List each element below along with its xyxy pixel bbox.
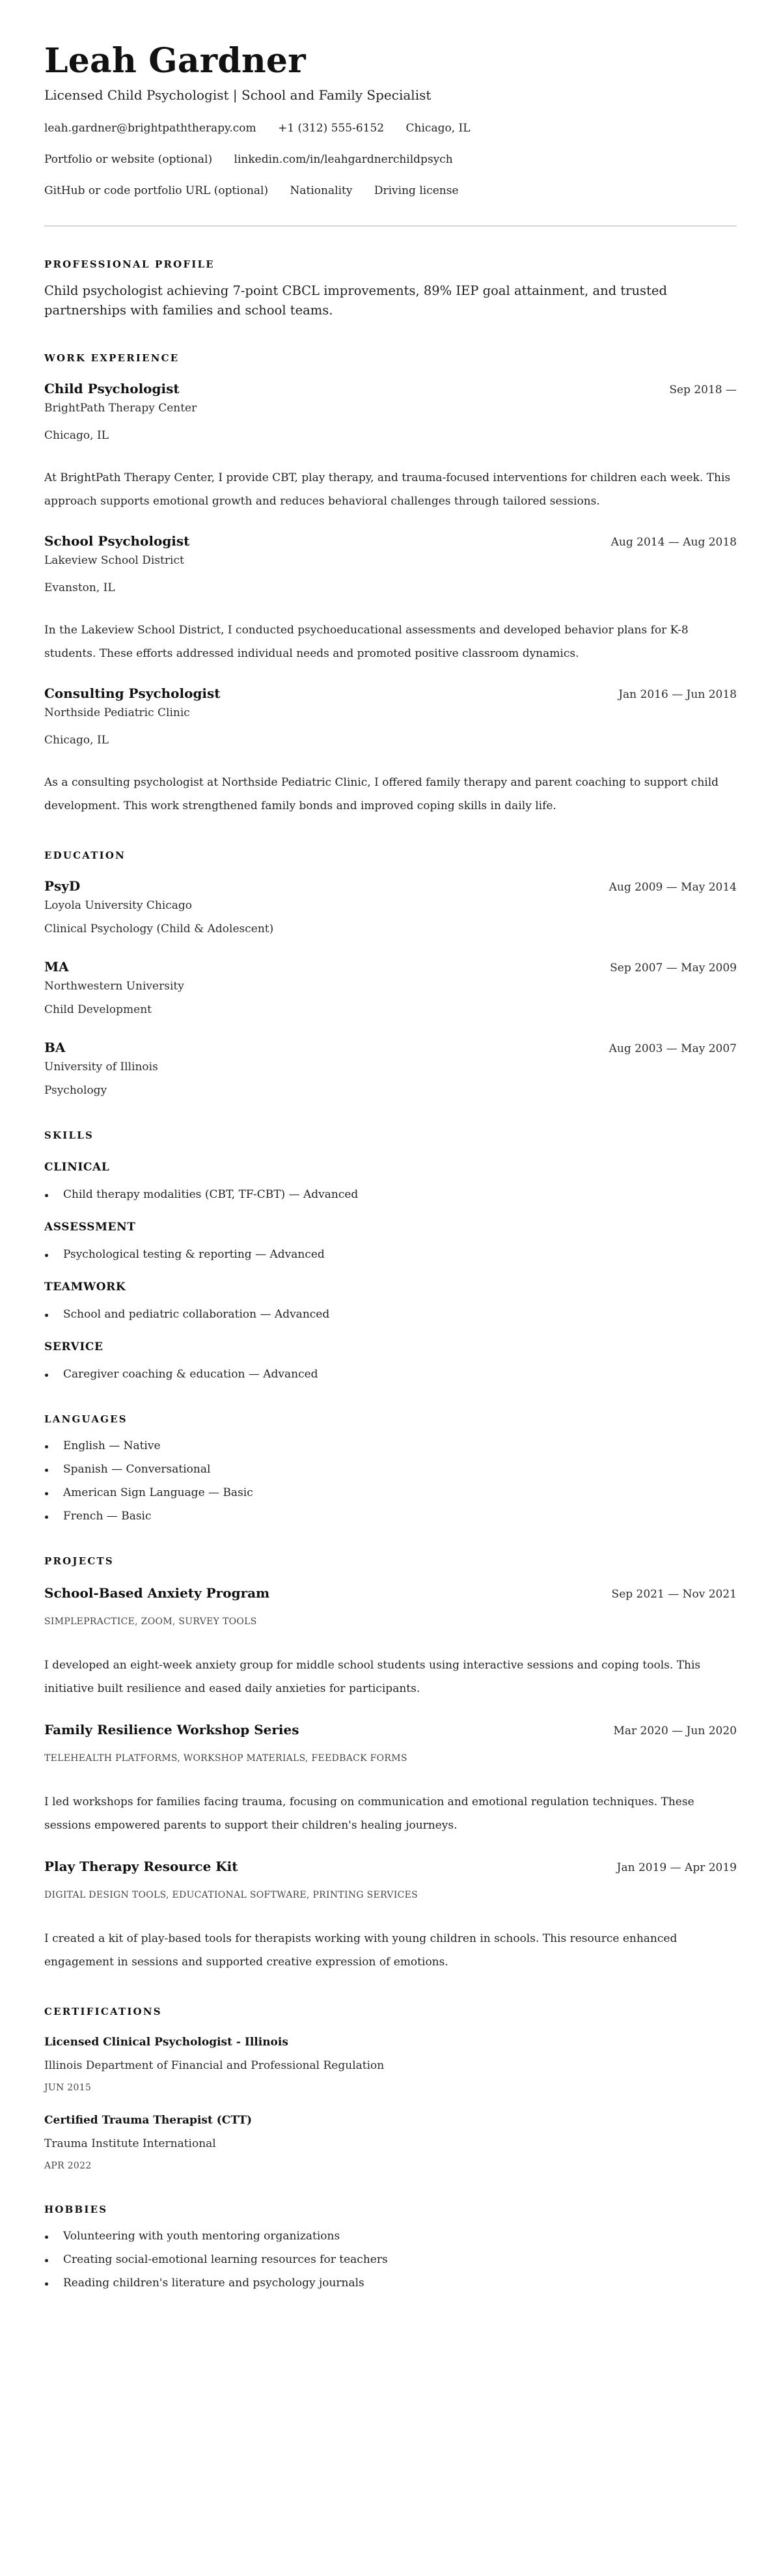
skill-group [44,1160,737,1202]
contact-linkedin[interactable]: linkedin.com/in/leahgardnerchildpsych [234,153,453,166]
job-location: Chicago, IL [44,429,109,442]
skill-category: ASSESSMENT [44,1221,136,1234]
section-education [44,849,737,1098]
project-description: I led workshops for families facing trauma, focusing on communication and emotional regulation techniques. These sessions empowered parents to support their children's healing journeys. [44,1795,694,1832]
work-entry [44,685,737,818]
skill-item: School and pediatric collaboration — Advanced [44,1307,737,1322]
skill-item: Child therapy modalities (CBT, TF-CBT) — Advanced [44,1187,737,1202]
language-item: American Sign Language — Basic [44,1486,737,1500]
section-title-skills: SKILLS [44,1129,94,1141]
job-title: Child Psychologist [44,381,180,396]
contact-phone[interactable]: +1 (312) 555-6152 [278,122,385,135]
contact-email[interactable]: leah.gardner@brightpaththerapy.com [44,122,256,135]
skill-category: TEAMWORK [44,1281,126,1294]
job-dates: Jan 2016 — Jun 2018 [618,688,737,701]
contact-driving-license: Driving license [374,184,459,197]
section-title-work: WORK EXPERIENCE [44,352,180,364]
skill-group [44,1280,737,1322]
contact-line-extra [44,184,737,198]
job-description: In the Lakeview School District, I conducted psychoeducational assessments and developed behavior plans for K-8 students. These efforts addressed individual needs and promoted positive classroom dynamics. [44,624,689,660]
certification-issuer: Trauma Institute International [44,2137,216,2150]
contact-portfolio[interactable]: Portfolio or website (optional) [44,153,213,166]
header-divider [44,225,737,227]
skill-group [44,1340,737,1381]
job-dates: Aug 2014 — Aug 2018 [610,536,737,549]
education-dates: Aug 2003 — May 2007 [609,1042,737,1055]
section-profile [44,258,737,320]
education-entry [44,958,737,1017]
certification-name: Licensed Clinical Psychologist - Illinois [44,2036,288,2049]
skill-group [44,1220,737,1262]
certification-date: APR 2022 [44,2161,92,2171]
section-languages [44,1413,737,1523]
education-entry [44,878,737,936]
section-title-education: EDUCATION [44,850,126,861]
project-name: School-Based Anxiety Program [44,1585,270,1601]
resume-header [44,40,737,227]
contact-line-primary [44,121,737,135]
job-employer: Northside Pediatric Clinic [44,706,190,719]
project-dates: Sep 2021 — Nov 2021 [611,1588,737,1601]
project-entry [44,1858,737,1974]
section-skills [44,1129,737,1381]
language-item: English — Native [44,1439,737,1453]
job-description: At BrightPath Therapy Center, I provide CBT, play therapy, and trauma-focused interventions for children each week. This approach supports emotional growth and reduces behavioral challenges through tailored sessions. [44,471,731,508]
certification-name: Certified Trauma Therapist (CTT) [44,2114,253,2127]
section-title-certifications: CERTIFICATIONS [44,2006,162,2017]
project-tech: SIMPLEPRACTICE, ZOOM, SURVEY TOOLS [44,1616,257,1627]
hobby-item: Creating social-emotional learning resources for teachers [44,2252,737,2267]
contact-github[interactable]: GitHub or code portfolio URL (optional) [44,184,269,197]
field-of-study: Psychology [44,1084,107,1097]
project-tech: DIGITAL DESIGN TOOLS, EDUCATIONAL SOFTWARE, PRINTING SERVICES [44,1890,418,1900]
profile-summary: Child psychologist achieving 7-point CBCL improvements, 89% IEP goal attainment, and trusted partnerships with families and school teams. [44,283,667,318]
job-location: Chicago, IL [44,734,109,747]
job-description: As a consulting psychologist at Northside Pediatric Clinic, I offered family therapy and parent coaching to support child development. This work strengthened family bonds and improved coping skills in daily life. [44,776,719,812]
skill-item: Psychological testing & reporting — Advanced [44,1247,737,1262]
hobby-item: Reading children's literature and psychology journals [44,2276,737,2290]
skill-category: CLINICAL [44,1161,110,1174]
project-dates: Jan 2019 — Apr 2019 [616,1861,737,1874]
degree: MA [44,959,69,975]
section-title-profile: PROFESSIONAL PROFILE [44,258,215,270]
school: University of Illinois [44,1060,158,1073]
project-description: I created a kit of play-based tools for therapists working with young children in schools. This resource enhanced engagement in sessions and supported creative expression of emotions. [44,1932,678,1969]
job-dates: Sep 2018 — [669,383,737,396]
degree: PsyD [44,878,81,894]
skill-item: Caregiver coaching & education — Advanced [44,1367,737,1381]
contact-line-links [44,152,737,167]
language-item: French — Basic [44,1509,737,1523]
project-entry [44,1721,737,1837]
job-employer: BrightPath Therapy Center [44,402,197,415]
section-work-experience [44,352,737,818]
field-of-study: Child Development [44,1003,152,1016]
work-entry [44,380,737,513]
project-name: Play Therapy Resource Kit [44,1859,238,1874]
job-title: School Psychologist [44,533,190,549]
school: Northwestern University [44,980,184,993]
work-entry [44,533,737,665]
language-item: Spanish — Conversational [44,1462,737,1476]
contact-nationality: Nationality [290,184,353,197]
project-entry [44,1585,737,1700]
certification-issuer: Illinois Department of Financial and Professional Regulation [44,2059,385,2072]
certification-entry [44,2113,737,2172]
headline: Licensed Child Psychologist | School and Family Specialist [44,87,432,103]
job-employer: Lakeview School District [44,554,184,567]
contact-location: Chicago, IL [405,122,471,135]
section-title-hobbies: HOBBIES [44,2204,108,2215]
education-entry [44,1039,737,1098]
section-hobbies [44,2203,737,2290]
certification-entry [44,2035,737,2094]
education-dates: Aug 2009 — May 2014 [609,881,737,894]
education-dates: Sep 2007 — May 2009 [610,962,737,975]
section-title-projects: PROJECTS [44,1555,114,1567]
section-projects [44,1555,737,1974]
skill-category: SERVICE [44,1340,103,1353]
candidate-name: Leah Gardner [44,41,306,81]
project-tech: TELEHEALTH PLATFORMS, WORKSHOP MATERIALS, FEEDBACK FORMS [44,1753,407,1764]
job-title: Consulting Psychologist [44,686,221,701]
job-location: Evanston, IL [44,581,115,594]
field-of-study: Clinical Psychology (Child & Adolescent) [44,922,274,935]
section-certifications [44,2005,737,2172]
project-description: I developed an eight-week anxiety group for middle school students using interactive sessions and coping tools. This initiative built resilience and eased daily anxieties for participants. [44,1659,701,1695]
project-dates: Mar 2020 — Jun 2020 [613,1724,737,1738]
project-name: Family Resilience Workshop Series [44,1722,299,1738]
school: Loyola University Chicago [44,899,193,912]
certification-date: JUN 2015 [44,2083,92,2093]
degree: BA [44,1040,66,1055]
hobby-item: Volunteering with youth mentoring organizations [44,2229,737,2243]
section-title-languages: LANGUAGES [44,1413,128,1425]
